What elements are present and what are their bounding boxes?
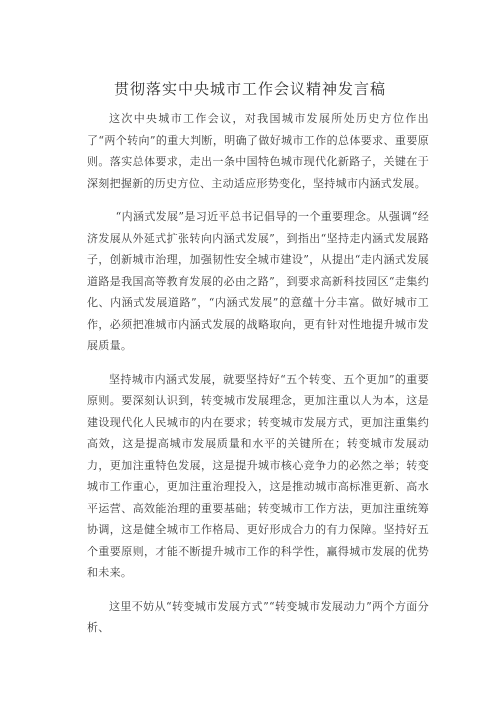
paragraph-1: 这次中央城市工作会议，对我国城市发展所处历史方位作出了“两个转向”的重大判断，明确了做好城市工作的总体要求、重要原则。落实总体要求，走出一条中国特色城市现代化新路子，关键在于深刻把握新的历史方位、主动适应形势变化，坚持城市内涵式发展。 bbox=[87, 112, 429, 190]
paragraph-2: “内涵式发展”是习近平总书记倡导的一个重要理念。从强调“经济发展从外延式扩张转向内涵式发展”，到指出“坚持走内涵式发展路子，创新城市治理，加强韧性安全城市建设”，从提出“走内涵式发展道路是我国高等教育发展的必由之路”，到要求高新科技园区“走集约化、内涵式发展道路”，“内涵式发展”的意蕴十分丰富。做好城市工作，必须把准城市内涵式发展的战略取向，更有针对性地提升城市发展质量。 bbox=[87, 210, 429, 352]
paragraph-3: 坚持城市内涵式发展，就要坚持好“五个转变、五个更加”的重要原则。要深刻认识到，转变城市发展理念，更加注重以人为本，这是建设现代化人民城市的内在要求；转变城市发展方式，更加注重集约高效，这是提高城市发展质量和水平的关键所在；转变城市发展动力，更加注重特色发展，这是提升城市核心竞争力的必然之举；转变城市工作重心，更加注重治理投入，这是推动城市高标准更新、高水平运营、高效能治理的重要基础；转变城市工作方法，更加注重统筹协调，这是健全城市工作格局、更好形成合力的有力保障。坚持好五个重要原则，才能不断提升城市工作的科学性，赢得城市发展的优势和未来。 bbox=[87, 372, 429, 579]
paragraph-4: 这里不妨从“转变城市发展方式”“转变城市发展动力”两个方面分析、 bbox=[87, 599, 429, 634]
document-title: 贯彻落实中央城市工作会议精神发言稿 bbox=[113, 80, 386, 98]
document-body bbox=[87, 108, 429, 651]
